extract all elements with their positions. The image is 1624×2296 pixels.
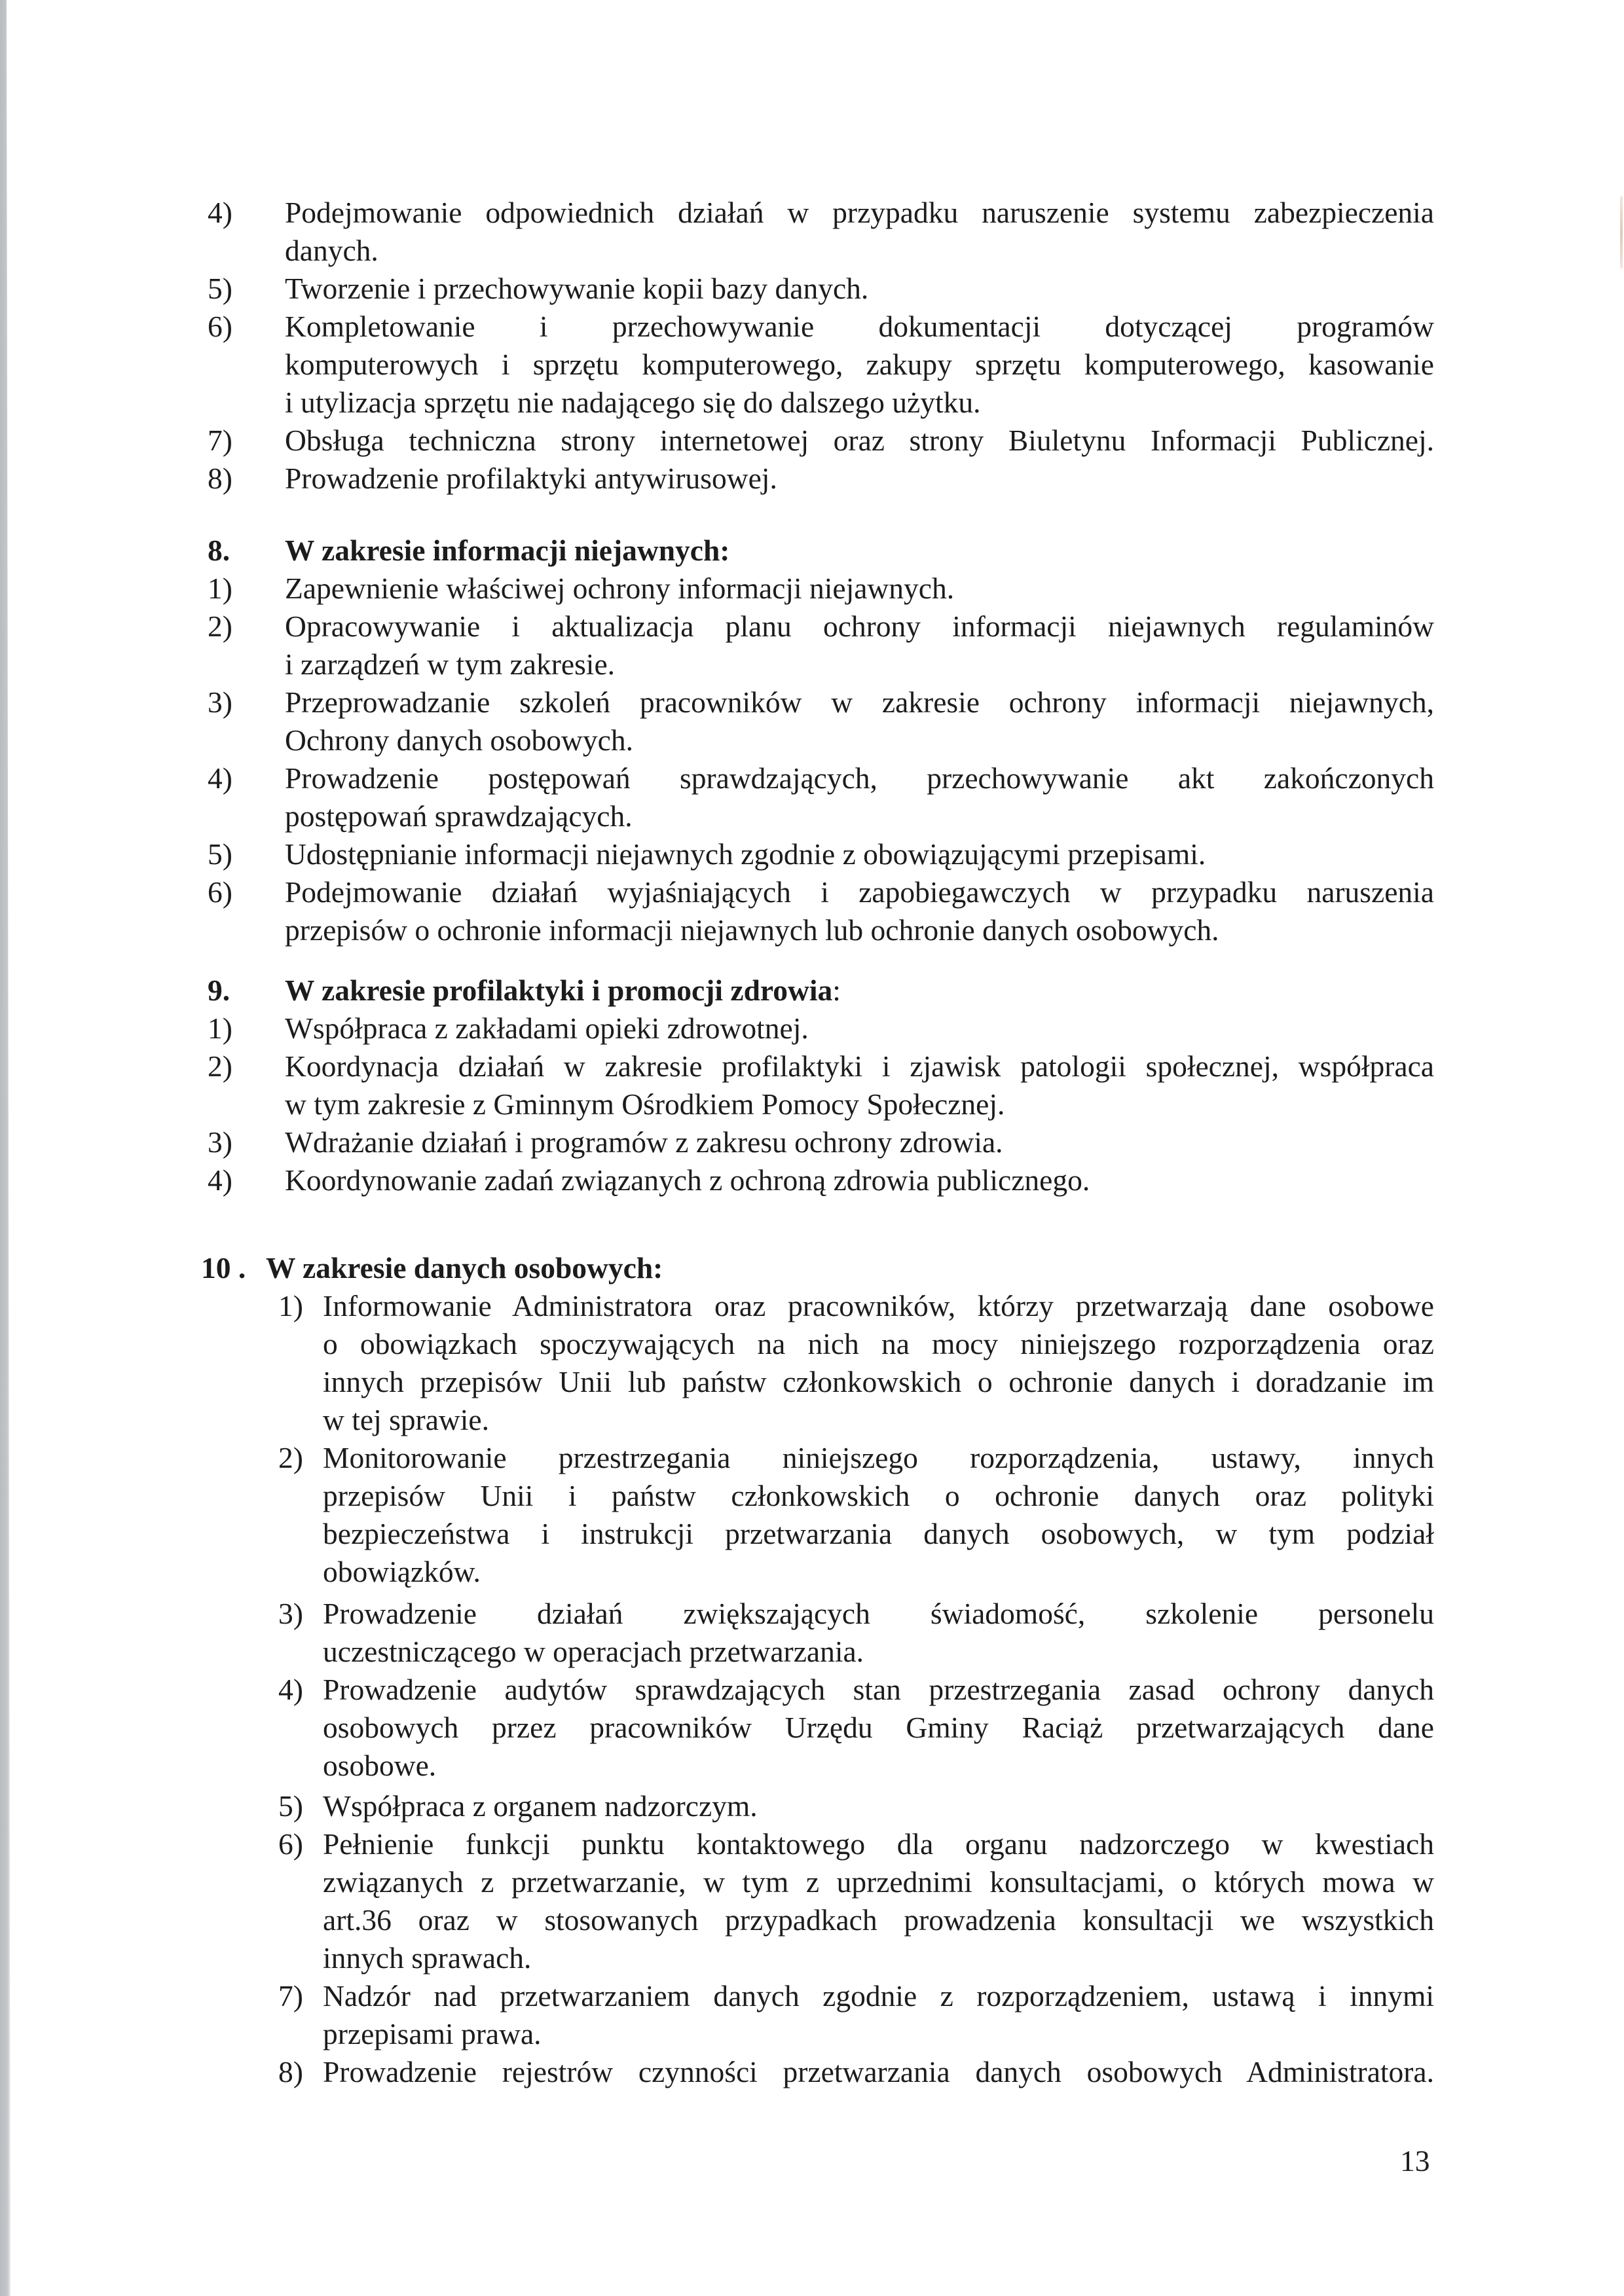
list-item-line: Ochrony danych osobowych. [285,723,633,757]
list-item-line: związanych z przetwarzanie, w tym z uprzednimi konsultacjami, o których mowa w [323,1865,1434,1899]
list-item-line: Podejmowanie odpowiednich działań w przypadku naruszenie systemu zabezpieczenia [285,196,1434,229]
list-item-line: Monitorowanie przestrzegania niniejszego rozporządzenia, ustawy, innych [323,1441,1434,1474]
list-item-line: Pełnienie funkcji punktu kontaktowego dla organu nadzorczego w kwestiach [323,1827,1434,1861]
list-item-line: przepisami prawa. [323,2017,542,2050]
list-item-line: Koordynowanie zadań związanych z ochroną zdrowia publicznego. [285,1163,1090,1197]
list-item-number: 5) [278,1789,303,1823]
section-heading: W zakresie profilaktyki i promocji zdrowia [285,974,833,1007]
list-item-number: 3) [208,685,232,719]
list-item-number: 4) [278,1673,303,1706]
list-item-line: innych sprawach. [323,1941,532,1975]
list-item-number: 1) [208,1011,232,1045]
list-item-line: Przeprowadzanie szkoleń pracowników w zakresie ochrony informacji niejawnych, [285,685,1434,719]
list-item-line: bezpieczeństwa i instrukcji przetwarzania danych osobowych, w tym podział [323,1517,1434,1550]
list-item-line: komputerowych i sprzętu komputerowego, zakupy sprzętu komputerowego, kasowanie [285,348,1434,381]
list-item-line: w tym zakresie z Gminnym Ośrodkiem Pomocy Społecznej. [285,1087,1005,1121]
list-item-number: 8) [208,462,232,495]
list-item-line: Nadzór nad przetwarzaniem danych zgodnie z rozporządzeniem, ustawą i innymi [323,1979,1434,2013]
list-item-line: Wdrażanie działań i programów z zakresu ochrony zdrowia. [285,1125,1003,1159]
page-number: 13 [1400,2144,1430,2178]
list-item-line: Koordynacja działań w zakresie profilaktyki i zjawisk patologii społecznej, współpraca [285,1049,1434,1083]
list-item-line: Zapewnienie właściwej ochrony informacji niejawnych. [285,572,955,605]
list-item-number: 7) [208,424,232,457]
list-item-line: Tworzenie i przechowywanie kopii bazy danych. [285,272,869,305]
section-number: 9. [208,974,231,1007]
section-heading: W zakresie informacji niejawnych: [285,534,730,567]
list-item-line: przepisów o ochronie informacji niejawnych lub ochronie danych osobowych. [285,913,1219,947]
list-item-number: 4) [208,196,232,229]
list-item-line: w tej sprawie. [323,1403,489,1436]
list-item-line: Prowadzenie rejestrów czynności przetwarzania danych osobowych Administratora. [323,2055,1434,2088]
list-item-line: danych. [285,234,378,267]
list-item-line: obowiązków. [323,1555,481,1588]
list-item-number: 3) [278,1597,303,1630]
list-item-number: 4) [208,761,232,795]
section-heading: W zakresie danych osobowych: [266,1251,663,1285]
list-item-line: Podejmowanie działań wyjaśniających i zapobiegawczych w przypadku naruszenia [285,875,1434,909]
list-item-line: Prowadzenie audytów sprawdzających stan przestrzegania zasad ochrony danych [323,1673,1434,1706]
list-item-line: i utylizacja sprzętu nie nadającego się do dalszego użytku. [285,386,981,419]
list-item-line: Prowadzenie działań zwiększających świadomość, szkolenie personelu [323,1597,1434,1630]
list-item-line: innych przepisów Unii lub państw członkowskich o ochronie danych i doradzanie im [323,1365,1434,1398]
list-item-number: 7) [278,1979,303,2013]
section-number: 8. [208,534,231,567]
list-item-line: Współpraca z zakładami opieki zdrowotnej. [285,1011,809,1045]
list-item-line: i zarządzeń w tym zakresie. [285,647,616,681]
list-item-line: postępowań sprawdzających. [285,799,633,833]
list-item-number: 2) [278,1441,303,1474]
list-item-line: Udostępnianie informacji niejawnych zgodnie z obowiązującymi przepisami. [285,837,1206,871]
list-item-line: Informowanie Administratora oraz pracowników, którzy przetwarzają dane osobowe [323,1289,1434,1322]
list-item-line: Opracowywanie i aktualizacja planu ochrony informacji niejawnych regulaminów [285,610,1434,643]
list-item-line: art.36 oraz w stosowanych przypadkach prowadzenia konsultacji we wszystkich [323,1903,1434,1937]
section-number: 10 . [201,1251,246,1285]
list-item-number: 3) [208,1125,232,1159]
section-heading-wrap [285,972,841,1010]
list-item-number: 4) [208,1163,232,1197]
list-item-line: o obowiązkach spoczywających na nich na mocy niniejszego rozporządzenia oraz [323,1327,1434,1360]
list-item-number: 6) [208,875,232,909]
list-item-line: osobowe. [323,1749,437,1782]
list-item-number: 2) [208,610,232,643]
list-item-line: przepisów Unii i państw członkowskich o ochronie danych oraz polityki [323,1479,1434,1512]
list-item-line: osobowych przez pracowników Urzędu Gminy Raciąż przetwarzających dane [323,1711,1434,1744]
list-item-line: Prowadzenie profilaktyki antywirusowej. [285,462,777,495]
list-item-number: 1) [278,1289,303,1322]
list-item-number: 2) [208,1049,232,1083]
list-item-number: 5) [208,837,232,871]
list-item-line: Współpraca z organem nadzorczym. [323,1789,758,1823]
list-item-line: uczestniczącego w operacjach przetwarzania. [323,1635,864,1668]
list-item-line: Prowadzenie postępowań sprawdzających, przechowywanie akt zakończonych [285,761,1434,795]
list-item-number: 6) [278,1827,303,1861]
list-item-number: 5) [208,272,232,305]
list-item-line: Obsługa techniczna strony internetowej oraz strony Biuletynu Informacji Publicznej. [285,424,1434,457]
list-item-number: 8) [278,2055,303,2088]
list-item-line: Kompletowanie i przechowywanie dokumentacji dotyczącej programów [285,310,1434,343]
list-item-number: 6) [208,310,232,343]
list-item-number: 1) [208,572,232,605]
section-heading-colon: : [832,974,841,1007]
